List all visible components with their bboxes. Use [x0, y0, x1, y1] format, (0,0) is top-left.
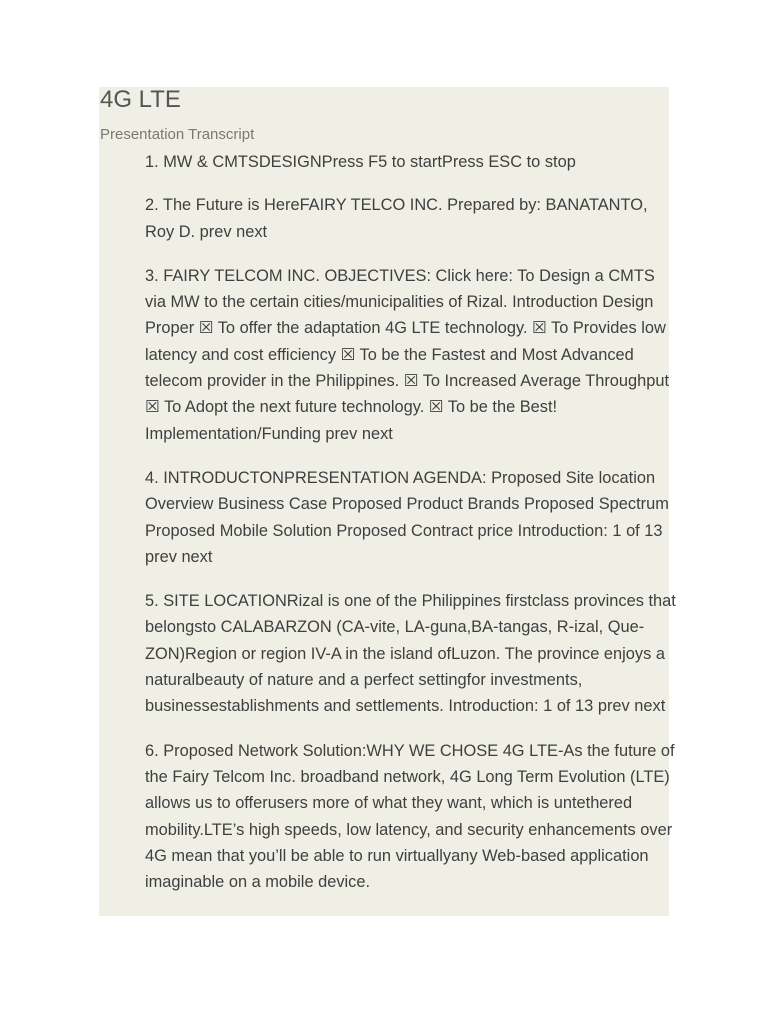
transcript-item: 6. Proposed Network Solution:WHY WE CHOSE 4G LTE-As the future of the Fairy Telcom Inc. broadband network, 4G Long Term Evolution (LTE) allows us to offerusers more of what they want, which is untethered mobility.LTE’s high speeds, low latency, and security enhancements over 4G mean that you’ll be able to run virtuallyany Web-based application imaginable on a mobile device. — [145, 741, 675, 892]
page-title: 4G LTE — [100, 86, 181, 113]
page-subtitle: Presentation Transcript — [100, 126, 255, 143]
transcript-item: 3. FAIRY TELCOM INC. OBJECTIVES: Click here: To Design a CMTS via MW to the certain cities/municipalities of Rizal. Introduction Design Proper ☒ To offer the adaptation 4G LTE technology. ☒ To Provides low latency and cost efficiency ☒ To be the Fastest and Most Advanced telecom provider in the Philippines. ☒ To Increased Average Throughput ☒ To Adopt the next future technology. ☒ To be the Best! Implementation/Funding prev next — [145, 266, 670, 443]
transcript-item: 2. The Future is HereFAIRY TELCO INC. Prepared by: BANATANTO, Roy D. prev next — [145, 196, 648, 241]
transcript-item: 4. INTRODUCTONPRESENTATION AGENDA: Proposed Site location Overview Business Case Proposed Product Brands Proposed Spectrum Proposed Mobile Solution Proposed Contract price Introduction: 1 of 13 prev next — [145, 468, 669, 566]
transcript-item: 5. SITE LOCATIONRizal is one of the Philippines firstclass provinces that belongsto CALABARZON (CA-vite, LA-guna,BA-tangas, R-izal, Que-ZON)Region or region IV-A in the island ofLuzon. The province enjoys a naturalbeauty of nature and a perfect settingfor investments, businessestablishments and settlements. Introduction: 1 of 13 prev next — [145, 592, 676, 716]
transcript-list — [145, 149, 677, 913]
transcript-item: 1. MW & CMTSDESIGNPress F5 to startPress ESC to stop — [145, 153, 576, 171]
